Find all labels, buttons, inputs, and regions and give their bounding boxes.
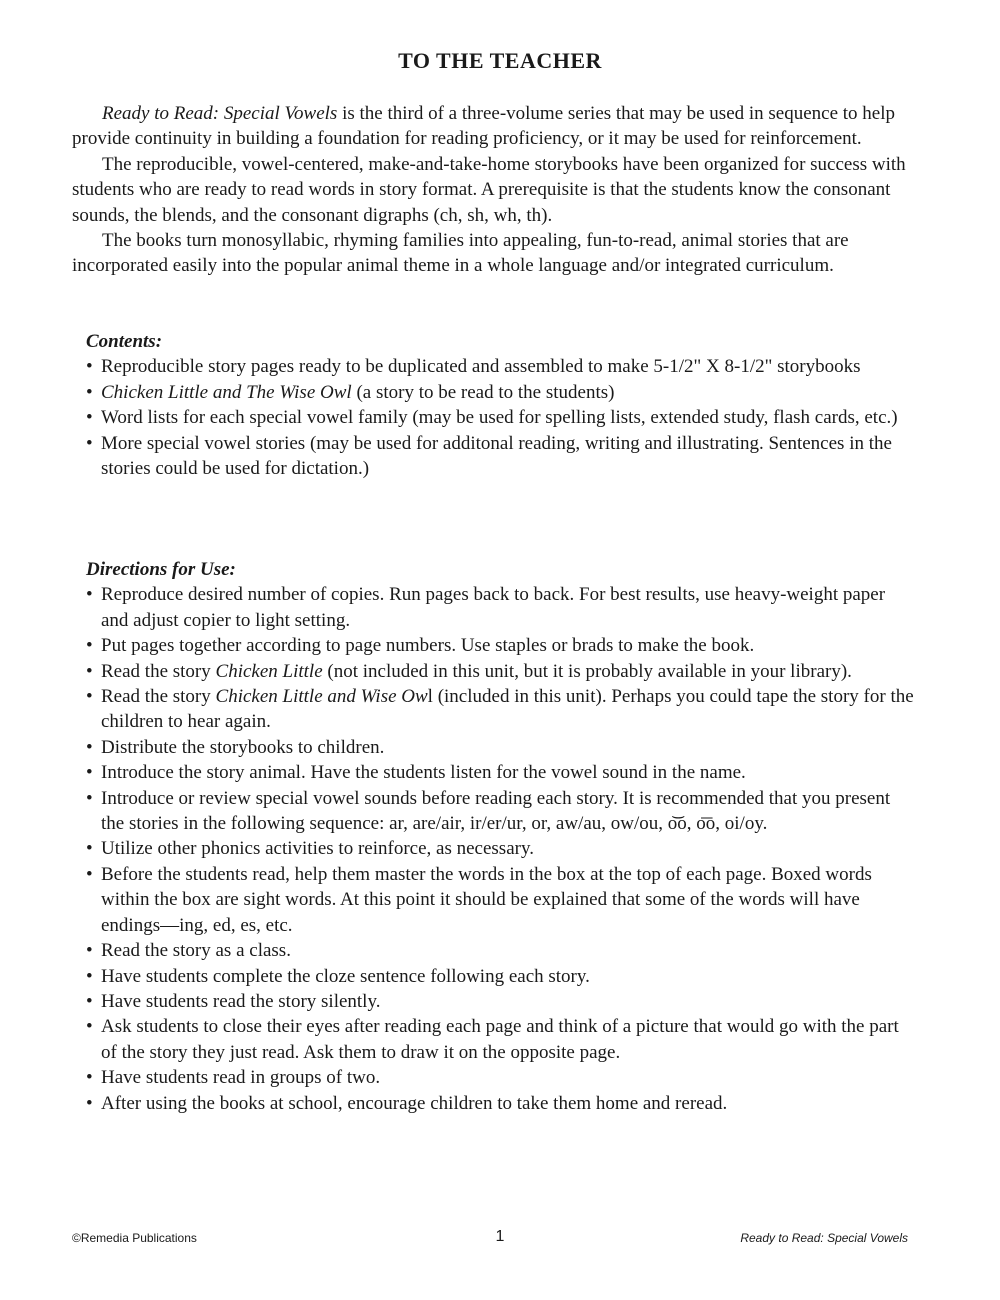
list-item: • Word lists for each special vowel family (may be used for spelling lists, extended study, flash cards, etc.) (86, 405, 916, 430)
list-item: • Utilize other phonics activities to reinforce, as necessary. (86, 836, 916, 861)
list-item (86, 659, 916, 684)
list-item-text: Read the story (101, 660, 216, 682)
page-number: 1 (495, 1228, 505, 1245)
intro-paragraph-3: The books turn monosyllabic, rhyming families into appealing, fun-to-read, animal stories that are incorporated easily into the popular animal theme in a whole language and/or integrated curriculum. (72, 230, 849, 277)
book-title: Ready to Read: Special Vowels (740, 1231, 908, 1245)
list-item: • Introduce the story animal. Have the students listen for the vowel sound in the name. (86, 760, 916, 785)
list-item: • Introduce or review special vowel sounds before reading each story. It is recommended that you present the stories in the following sequence: ar, are/air, ir/er/ur, or, aw/au, ow/ou, o͝o, o͞o, oi/oy. (86, 786, 916, 837)
contents-section (86, 329, 916, 481)
contents-heading: Contents: (86, 331, 163, 352)
list-item: • Ask students to close their eyes after reading each page and think of a picture that would go with the part of the story they just read. Ask them to draw it on the opposite page. (86, 1014, 916, 1065)
list-item (86, 380, 916, 405)
list-item: • Distribute the storybooks to children. (86, 735, 916, 760)
list-item: • After using the books at school, encourage children to take them home and reread. (86, 1091, 916, 1116)
story-title: Chicken Little and Wise Ow (215, 686, 428, 708)
list-item-text: (not included in this unit, but it is probably available in your library). (322, 660, 852, 682)
list-item: • Have students read the story silently. (86, 989, 916, 1014)
story-title: Chicken Little (215, 660, 323, 682)
page-title: TO THE TEACHER (398, 48, 602, 73)
page-footer (0, 1228, 1000, 1248)
list-item: • Put pages together according to page numbers. Use staples or brads to make the book. (86, 633, 916, 658)
list-item: • Have students read in groups of two. (86, 1065, 916, 1090)
directions-list (86, 582, 916, 1116)
series-title: Ready to Read: Special Vowels (102, 103, 338, 124)
directions-section (86, 557, 916, 1116)
list-item: • More special vowel stories (may be used for additonal reading, writing and illustrating. Sentences in the stories could be used for dictation.) (86, 431, 916, 482)
list-item: • Before the students read, help them master the words in the box at the top of each page. Boxed words within the box are sight words. At this point it should be explained that some of the words will have endings—ing, ed, es, etc. (86, 862, 916, 938)
list-item: • Read the story as a class. (86, 938, 916, 963)
list-item (86, 684, 916, 735)
contents-list (86, 354, 916, 481)
story-title: Chicken Little and The Wise Owl (101, 381, 352, 403)
list-item: • Reproduce desired number of copies. Run pages back to back. For best results, use heavy-weight paper and adjust copier to light setting. (86, 582, 916, 633)
intro-paragraph-1 (72, 101, 917, 152)
intro-paragraph-1-text: is the third of a three-volume series that may be used in sequence to help provide continuity in building a foundation for reading proficiency, or it may be used for reinforcement. (72, 103, 896, 150)
list-item: • Reproducible story pages ready to be duplicated and assembled to make 5-1/2" X 8-1/2" storybooks (86, 354, 916, 379)
list-item-text: (a story to be read to the students) (351, 381, 615, 403)
list-item-text: Read the story (101, 686, 216, 708)
list-item-text: l (included in this unit). Perhaps you could tape the story for the children to hear again. (101, 686, 914, 733)
directions-heading: Directions for Use: (86, 559, 236, 580)
intro-paragraph-2: The reproducible, vowel-centered, make-and-take-home storybooks have been organized for success with students who are ready to read words in story format. A prerequisite is that the students know the consonant sounds, the blends, and the consonant digraphs (ch, sh, wh, th). (72, 153, 906, 226)
intro-text (72, 101, 917, 279)
publisher-credit: ©Remedia Publications (72, 1231, 197, 1245)
list-item: • Have students complete the cloze sentence following each story. (86, 964, 916, 989)
